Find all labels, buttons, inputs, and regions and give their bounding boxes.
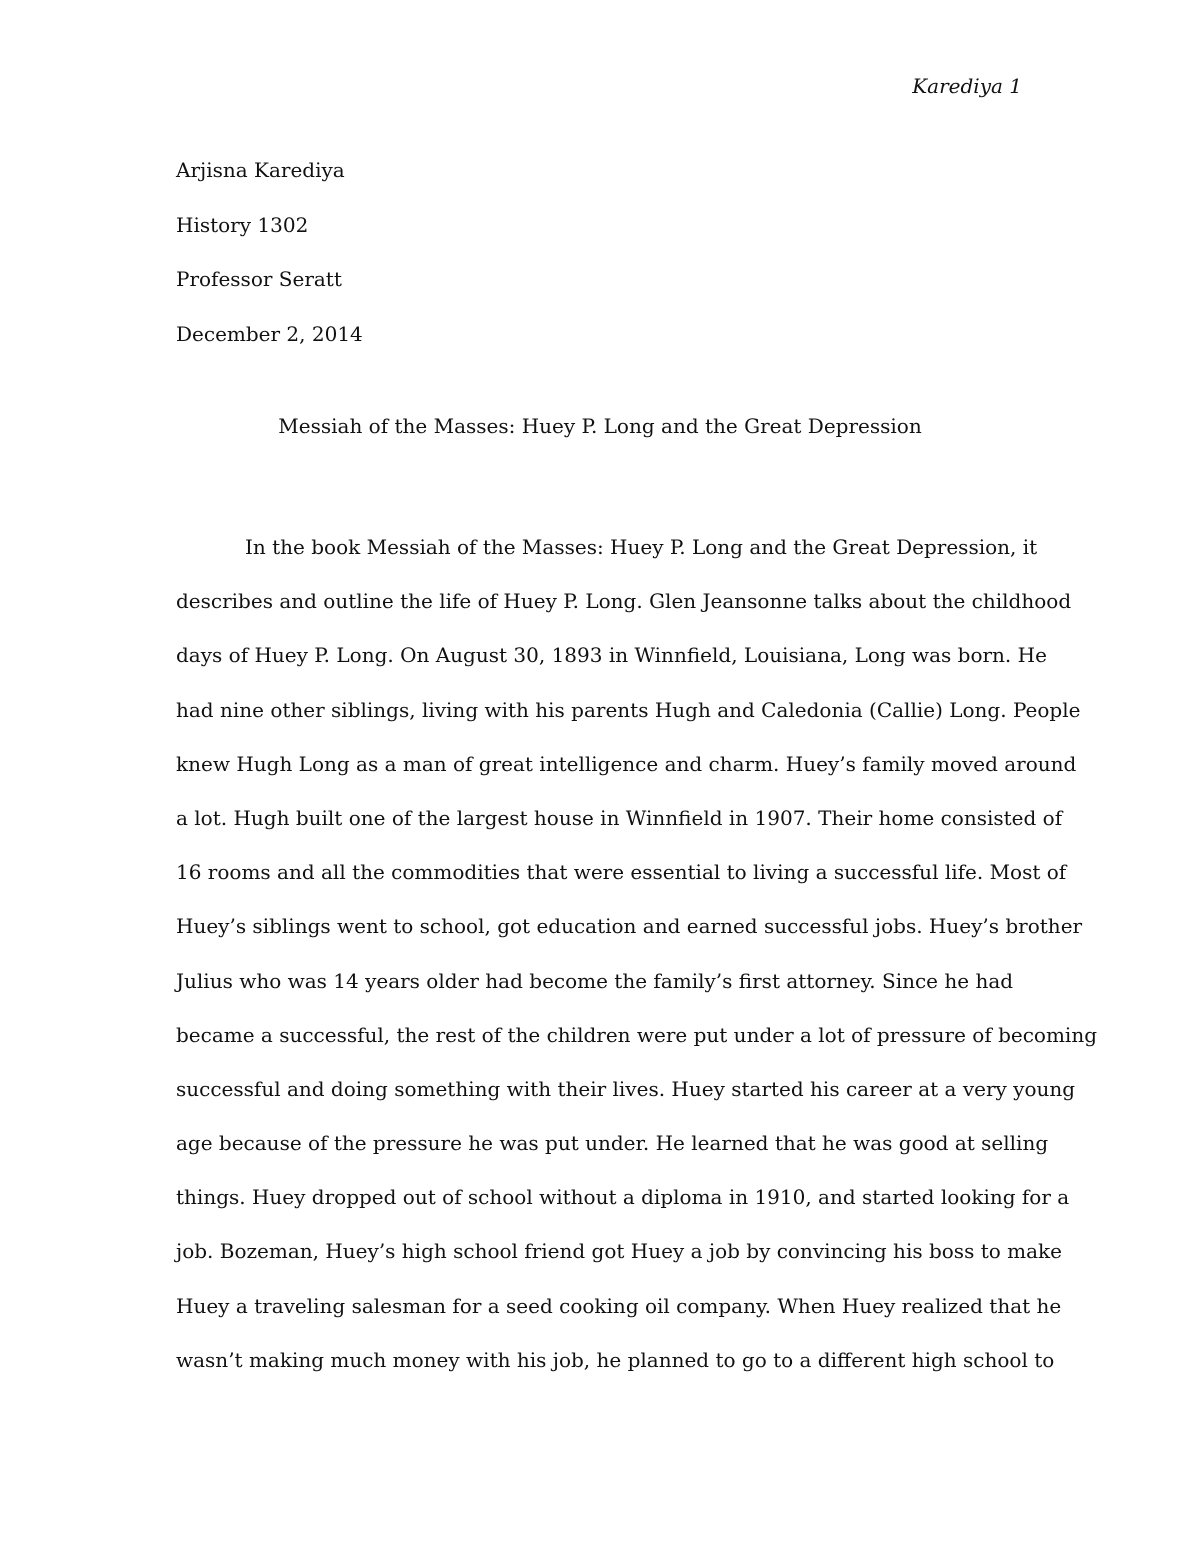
mla-heading: [176, 143, 1026, 361]
body-line: had nine other siblings, living with his parents Hugh and Caledonia (Callie) Long. People: [176, 697, 1081, 722]
body-line: knew Hugh Long as a man of great intelligence and charm. Huey’s family moved around: [176, 751, 1077, 776]
body-line: age because of the pressure he was put under. He learned that he was good at selling: [176, 1131, 1049, 1156]
body-line: became a successful, the rest of the children were put under a lot of pressure of becoming: [176, 1022, 1098, 1047]
body-line: things. Huey dropped out of school without a diploma in 1910, and started looking for a: [176, 1185, 1070, 1210]
body-line: describes and outline the life of Huey P. Long. Glen Jeansonne talks about the childhood: [176, 589, 1072, 614]
student-name: Arjisna Karediya: [176, 158, 345, 182]
body-line: days of Huey P. Long. On August 30, 1893 in Winnfield, Louisiana, Long was born. He: [176, 643, 1047, 668]
body-line: Huey’s siblings went to school, got education and earned successful jobs. Huey’s brother: [176, 914, 1083, 939]
running-head: Karediya 1: [912, 74, 1022, 98]
body-line: successful and doing something with their lives. Huey started his career at a very young: [176, 1076, 1076, 1101]
body-line: Huey a traveling salesman for a seed cooking oil company. When Huey realized that he: [176, 1293, 1062, 1318]
professor-name: Professor Seratt: [176, 267, 342, 291]
body-line: a lot. Hugh built one of the largest house in Winnfield in 1907. Their home consisted of: [176, 805, 1063, 830]
essay-body: [176, 520, 1098, 1387]
body-line: Julius who was 14 years older had become the family’s first attorney. Since he had: [176, 968, 1014, 993]
essay-title: Messiah of the Masses: Huey P. Long and the Great Depression: [278, 414, 922, 438]
course-name: History 1302: [176, 212, 309, 237]
body-line: job. Bozeman, Huey’s high school friend got Huey a job by convincing his boss to make: [176, 1239, 1062, 1264]
body-line: In the book Messiah of the Masses: Huey P. Long and the Great Depression, it: [245, 535, 1038, 559]
body-line: wasn’t making much money with his job, he planned to go to a different high school to: [176, 1347, 1055, 1372]
body-line: 16 rooms and all the commodities that were essential to living a successful life. Most of: [176, 860, 1067, 885]
date-line: December 2, 2014: [176, 321, 363, 346]
